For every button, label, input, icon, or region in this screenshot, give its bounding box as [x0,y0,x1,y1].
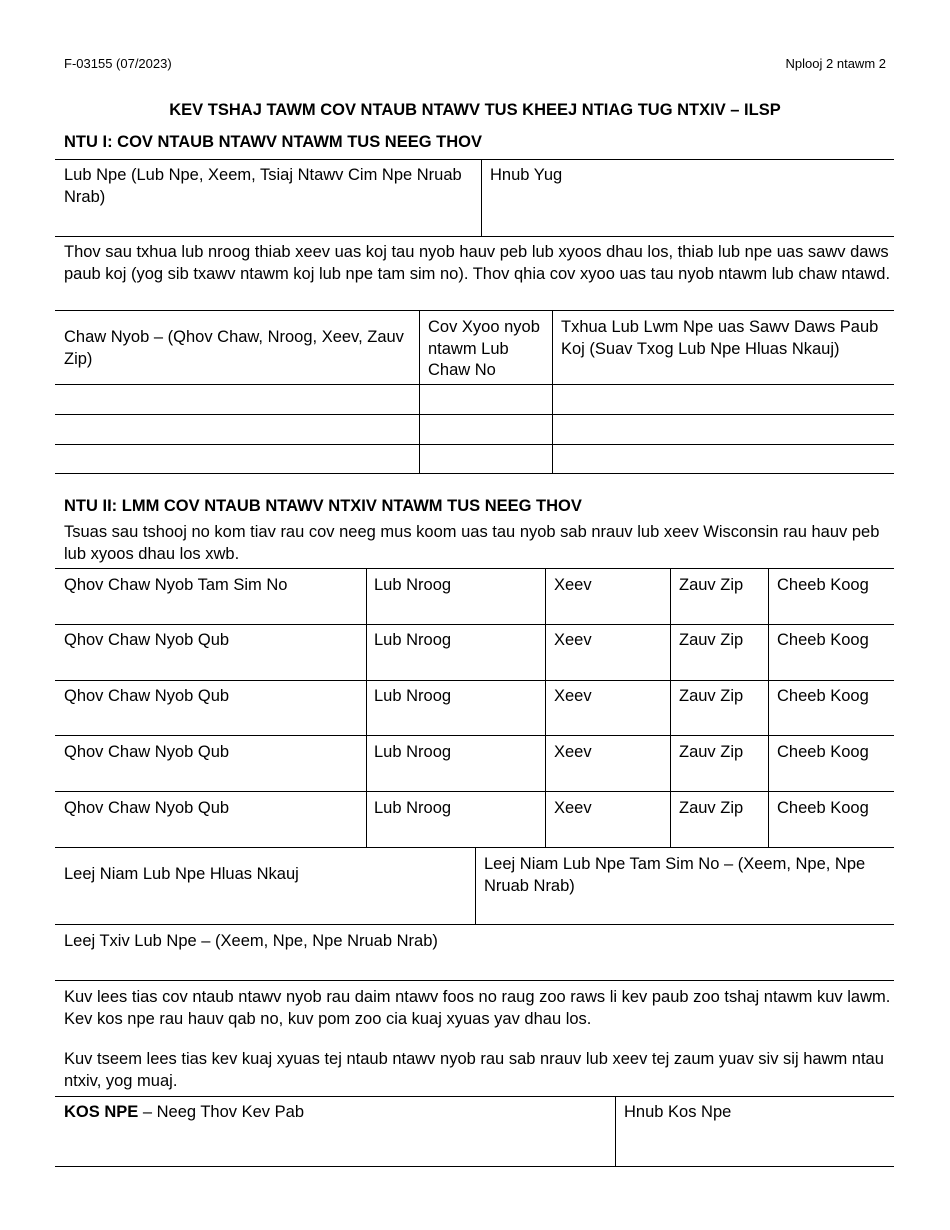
residence-column-header: Chaw Nyob – (Qhov Chaw, Nroog, Xeev, Zauv Zip) [64,328,404,368]
address-field[interactable]: Qhov Chaw Nyob Qub [64,631,230,649]
divider [55,414,894,415]
mother-maiden-name-field[interactable]: Leej Niam Lub Npe Hluas Nkauj [64,865,299,883]
divider [670,568,671,847]
section2-instructions: Tsuas sau tshooj no kom tiav rau cov neeg mus koom uas tau nyob sab nrauv lub xeev Wisconsin rau hauv peb lub xyoos dhau los xwb. [64,523,880,563]
form-id: F-03155 (07/2023) [64,56,172,71]
father-name-field[interactable]: Leej Txiv Lub Npe – (Xeem, Npe, Npe Nruab Nrab) [64,932,438,950]
address-field[interactable]: Qhov Chaw Nyob Qub [64,799,230,817]
divider [55,444,894,445]
address-field[interactable]: Qhov Chaw Nyob Qub [64,687,230,705]
divider [545,568,546,847]
out-of-state-statement: Kuv tseem lees tias kev kuaj xyuas tej ntaub ntawv nyob rau sab nrauv lub xeev tej zaum yuav siv sij hawm ntau ntxiv, yog muaj. [64,1050,884,1090]
divider [55,680,894,681]
divider [55,735,894,736]
divider [55,159,894,160]
city-field[interactable]: Lub Nroog [374,576,452,594]
birthdate-field[interactable]: Hnub Yug [490,166,563,184]
page-number: Nplooj 2 ntawm 2 [785,56,886,71]
divider [615,1096,616,1166]
form-title: KEV TSHAJ TAWM COV NTAUB NTAWV TUS KHEEJ NTIAG TUG NTXIV – ILSP [169,101,781,119]
county-field[interactable]: Cheeb Koog [777,687,869,705]
divider [55,1096,894,1097]
years-column-header: Cov Xyoo nyob ntawm Lub Chaw No [428,318,540,379]
name-field[interactable]: Lub Npe (Lub Npe, Xeem, Tsiaj Ntawv Cim Npe Nruab Nrab) [64,166,462,206]
divider [55,1166,894,1167]
zip-field[interactable]: Zauv Zip [679,799,744,817]
address-field[interactable]: Qhov Chaw Nyob Tam Sim No [64,576,288,594]
divider [55,473,894,474]
city-field[interactable]: Lub Nroog [374,631,452,649]
divider [55,310,894,311]
city-field[interactable]: Lub Nroog [374,743,452,761]
other-names-column-header: Txhua Lub Lwm Npe uas Sawv Daws Paub Koj (Suav Txog Lub Npe Hluas Nkauj) [561,318,879,358]
divider [55,924,894,925]
divider [475,847,476,924]
section1-instructions: Thov sau txhua lub nroog thiab xeev uas koj tau nyob hauv peb lub xyoos dhau los, thiab lub npe uas sawv daws paub koj (yog sib txawv ntawm koj lub npe tam sim no). Thov qhia cov xyoo uas tau nyob ntawm lub chaw ntawd. [64,243,891,283]
city-field[interactable]: Lub Nroog [374,799,452,817]
divider [55,624,894,625]
zip-field[interactable]: Zauv Zip [679,687,744,705]
state-field[interactable]: Xeev [554,687,592,705]
county-field[interactable]: Cheeb Koog [777,576,869,594]
zip-field[interactable]: Zauv Zip [679,631,744,649]
state-field[interactable]: Xeev [554,743,592,761]
state-field[interactable]: Xeev [554,576,592,594]
city-field[interactable]: Lub Nroog [374,687,452,705]
sign-date-field[interactable]: Hnub Kos Npe [624,1103,732,1121]
mother-current-name-field[interactable]: Leej Niam Lub Npe Tam Sim No – (Xeem, Npe, Npe Nruab Nrab) [484,855,866,895]
section1-heading: NTU I: COV NTAUB NTAWV NTAWM TUS NEEG THOV [64,133,482,151]
divider [55,791,894,792]
section2-heading: NTU II: LMM COV NTAUB NTAWV NTXIV NTAWM TUS NEEG THOV [64,497,582,515]
divider [366,568,367,847]
zip-field[interactable]: Zauv Zip [679,576,744,594]
divider [55,384,894,385]
signature-field[interactable] [64,1102,609,1124]
divider [768,568,769,847]
divider [552,310,553,474]
divider [481,159,482,236]
state-field[interactable]: Xeev [554,631,592,649]
signature-label-rest: – Neeg Thov Kev Pab [138,1103,304,1121]
divider [419,310,420,474]
zip-field[interactable]: Zauv Zip [679,743,744,761]
state-field[interactable]: Xeev [554,799,592,817]
divider [55,980,894,981]
county-field[interactable]: Cheeb Koog [777,799,869,817]
signature-label-bold: KOS NPE [64,1103,139,1121]
county-field[interactable]: Cheeb Koog [777,743,869,761]
divider [55,236,894,237]
address-field[interactable]: Qhov Chaw Nyob Qub [64,743,230,761]
county-field[interactable]: Cheeb Koog [777,631,869,649]
certification-statement: Kuv lees tias cov ntaub ntawv nyob rau daim ntawv foos no raug zoo raws li kev paub zoo tshaj ntawm kuv lawm. Kev kos npe rau hauv qab no, kuv pom zoo cia kuaj xyuas yav dhau los. [64,988,891,1028]
